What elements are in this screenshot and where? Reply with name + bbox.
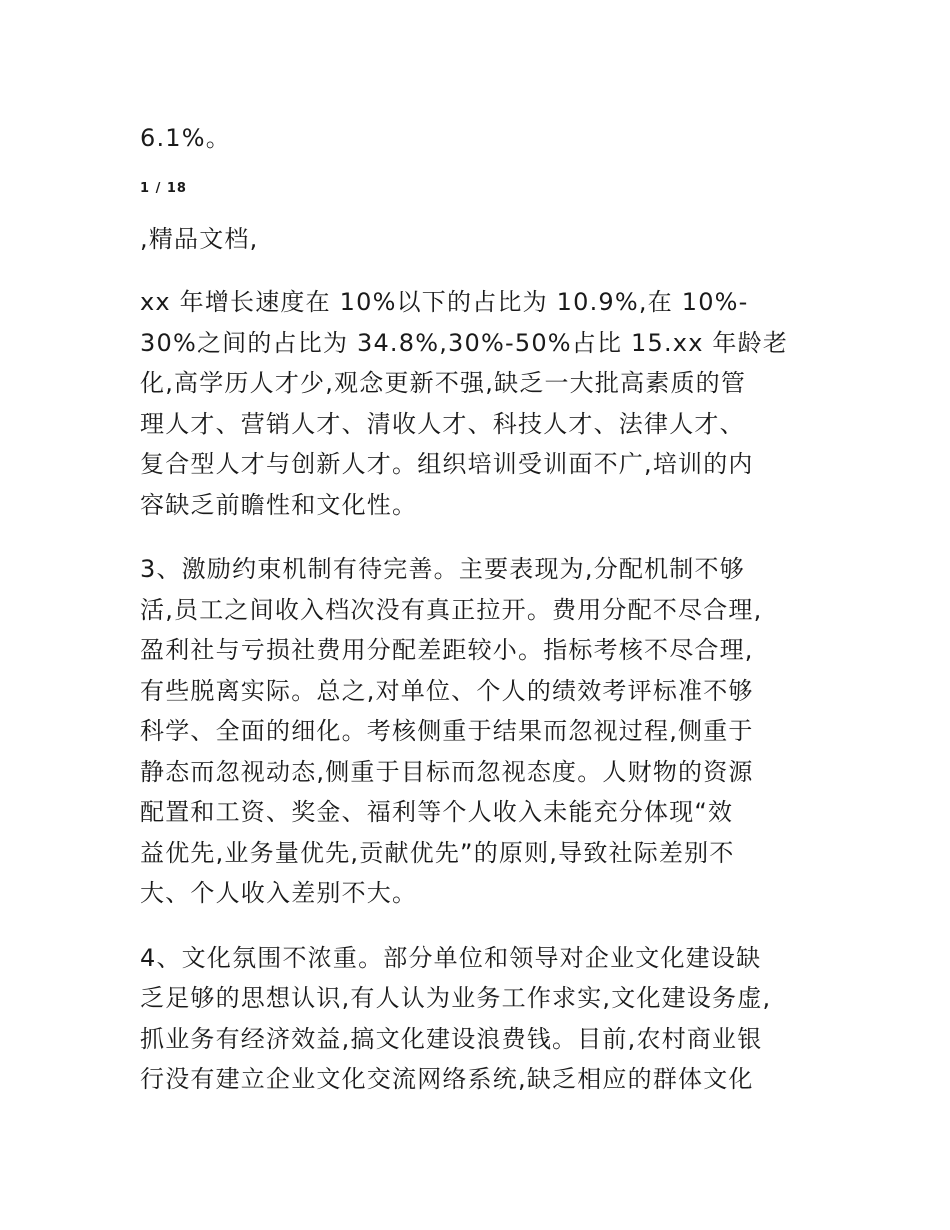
paragraph-incentive — [140, 549, 820, 914]
paragraph-line: 理人才、营销人才、清收人才、科技人才、法律人才、 — [140, 409, 745, 438]
paragraph-growth — [140, 282, 820, 525]
top-fragment: 6.1%。 — [140, 124, 231, 152]
paragraph-line: 盈利社与亏损社费用分配差距较小。指标考核不尽合理, — [140, 636, 754, 664]
page-number: 1 / 18 — [140, 180, 187, 196]
paragraph-line: 4、文化氛围不浓重。部分单位和领导对企业文化建设缺 — [140, 943, 762, 972]
paragraph-line: 活,员工之间收入档次没有真正拉开。费用分配不尽合理, — [140, 595, 763, 624]
document-page — [140, 118, 820, 1100]
paragraph-line: 乏足够的思想认识,有人认为业务工作求实,文化建设务虚, — [140, 984, 772, 1012]
document-header: ,精品文档, — [140, 224, 259, 253]
paragraph-line: 益优先,业务量优先,贡献优先”的原则,导致社际差别不 — [140, 838, 735, 867]
paragraph-line: 静态而忽视动态,侧重于目标而忽视态度。人财物的资源 — [140, 757, 754, 786]
paragraph-culture — [140, 938, 820, 1100]
paragraph-line: 容缺乏前瞻性和文化性。 — [140, 490, 418, 519]
paragraph-line: 化,高学历人才少,观念更新不强,缺乏一大批高素质的管 — [140, 369, 747, 397]
paragraph-line: 大、个人收入差别不大。 — [140, 879, 418, 907]
paragraph-line: xx 年增长速度在 10%以下的占比为 10.9%,在 10%- — [140, 288, 749, 316]
paragraph-line: 3、激励约束机制有待完善。主要表现为,分配机制不够 — [140, 555, 745, 583]
paragraph-line: 配置和工资、奖金、福利等个人收入未能充分体现“效 — [140, 798, 734, 826]
paragraph-line: 行没有建立企业文化交流网络系统,缺乏相应的群体文化 — [140, 1065, 754, 1093]
paragraph-line: 30%之间的占比为 34.8%,30%-50%占比 15.xx 年龄老 — [140, 328, 789, 357]
paragraph-line: 科学、全面的细化。考核侧重于结果而忽视过程,侧重于 — [140, 717, 754, 745]
paragraph-line: 有些脱离实际。总之,对单位、个人的绩效考评标准不够 — [140, 676, 754, 705]
paragraph-line: 复合型人才与创新人才。组织培训受训面不广,培训的内 — [140, 450, 754, 478]
paragraph-line: 抓业务有经济效益,搞文化建设浪费钱。目前,农村商业银 — [140, 1024, 763, 1053]
